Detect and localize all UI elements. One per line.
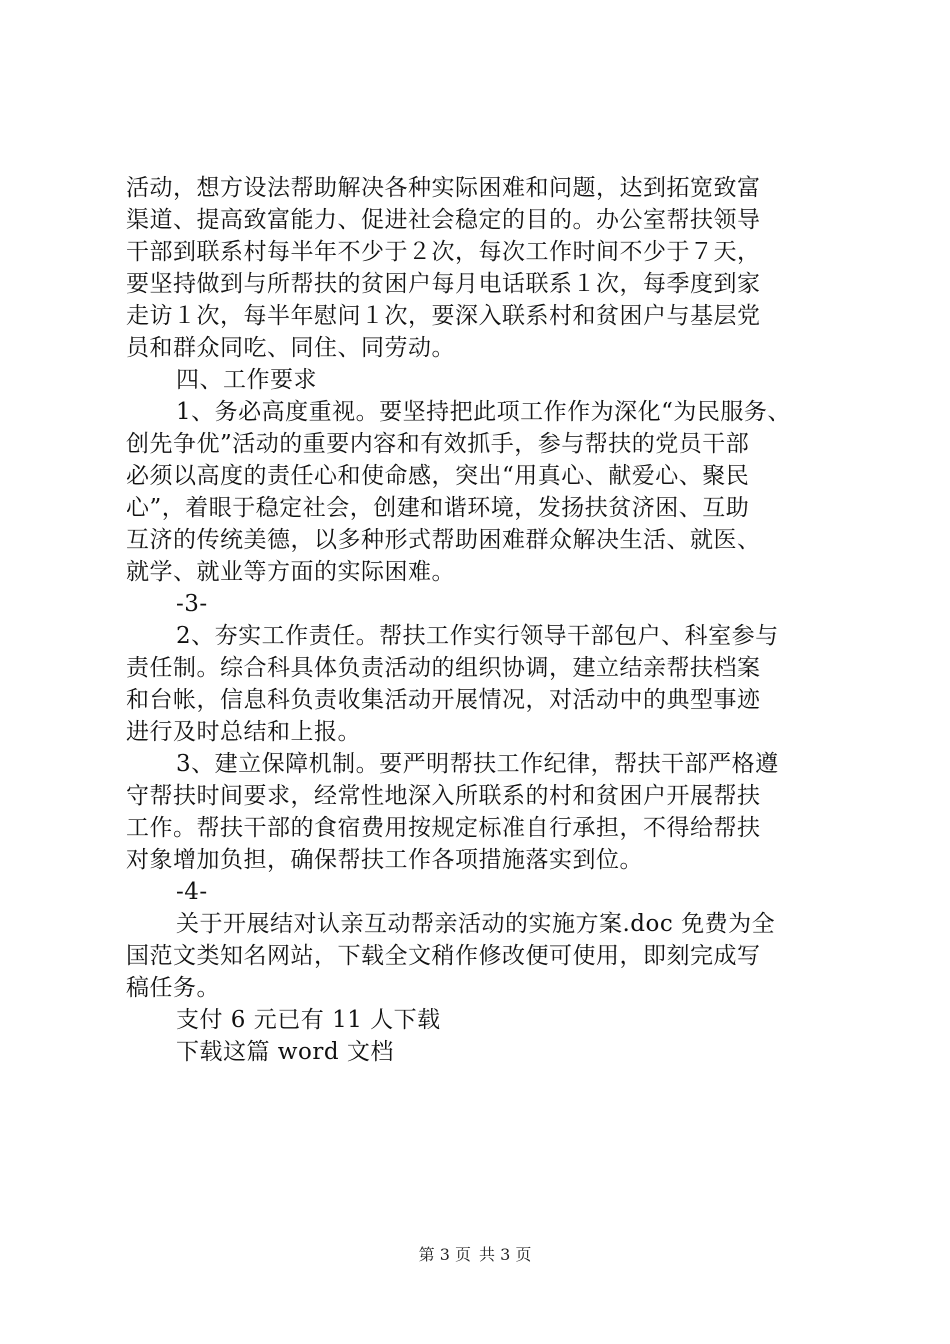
paragraph-line: 1、务必高度重视。要坚持把此项工作作为深化“为民服务、 [176,399,791,425]
paragraph-line: 渠道、提高致富能力、促进社会稳定的目的。办公室帮扶领导 [126,207,761,233]
paragraph-line: 责任制。综合科具体负责活动的组织协调，建立结亲帮扶档案 [126,655,761,681]
paragraph-line: 必须以高度的责任心和使命感，突出“用真心、献爱心、聚民 [126,463,750,489]
download-word-link[interactable]: 下载这篇 word 文档 [176,1039,394,1065]
current-page-label: 第 3 页 [418,1245,471,1264]
inline-page-number: -3- [176,591,208,617]
paragraph-line: 创先争优”活动的重要内容和有效抓手，参与帮扶的党员干部 [126,431,750,457]
paragraph-line: 进行及时总结和上报。 [126,719,361,745]
paragraph-line: 心”，着眼于稳定社会，创建和谐环境，发扬扶贫济困、互助 [126,495,750,521]
paragraph-line: 就学、就业等方面的实际困难。 [126,559,455,585]
download-count-text: 支付 6 元已有 11 人下载 [176,1007,441,1033]
document-body [126,172,832,1068]
paragraph-line: 员和群众同吃、同住、同劳动。 [126,335,455,361]
paragraph-line: 守帮扶时间要求，经常性地深入所联系的村和贫困户开展帮扶 [126,783,761,809]
paragraph-line: 和台帐，信息科负责收集活动开展情况，对活动中的典型事迹 [126,687,761,713]
page-footer [0,1244,950,1266]
total-pages-label: 共 3 页 [479,1245,532,1264]
promo-line: 稿任务。 [126,975,220,1001]
paragraph-line: 2、夯实工作责任。帮扶工作实行领导干部包户、科室参与 [176,623,779,649]
paragraph-line: 干部到联系村每半年不少于２次，每次工作时间不少于７天， [126,239,761,265]
paragraph-line: 活动，想方设法帮助解决各种实际困难和问题，达到拓宽致富 [126,175,761,201]
paragraph-line: 互济的传统美德，以多种形式帮助困难群众解决生活、就医、 [126,527,761,553]
paragraph-line: 对象增加负担，确保帮扶工作各项措施落实到位。 [126,847,643,873]
promo-line: 国范文类知名网站，下载全文稍作修改便可使用，即刻完成写 [126,943,761,969]
promo-line: 关于开展结对认亲互动帮亲活动的实施方案.doc 免费为全 [176,911,776,937]
paragraph-line: 走访１次，每半年慰问１次，要深入联系村和贫困户与基层党 [126,303,761,329]
inline-page-number: -4- [176,879,208,905]
paragraph-line: 要坚持做到与所帮扶的贫困户每月电话联系１次，每季度到家 [126,271,761,297]
paragraph-line: 工作。帮扶干部的食宿费用按规定标准自行承担，不得给帮扶 [126,815,761,841]
section-heading: 四、工作要求 [176,367,317,393]
paragraph-line: 3、建立保障机制。要严明帮扶工作纪律，帮扶干部严格遵 [176,751,779,777]
